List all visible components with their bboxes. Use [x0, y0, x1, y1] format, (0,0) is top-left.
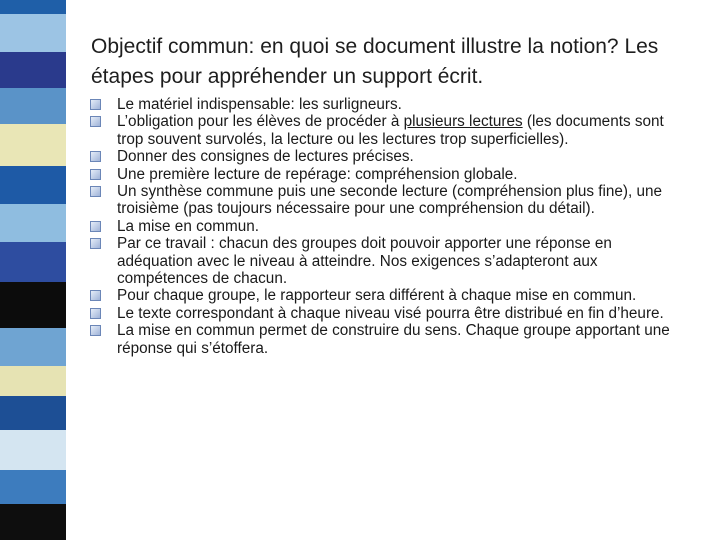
bullet-item — [90, 113, 690, 148]
square-bullet-icon — [90, 99, 101, 110]
square-bullet-icon — [90, 325, 101, 336]
bullet-item — [90, 305, 690, 322]
bullet-text: Le texte correspondant à chaque niveau visé pourra être distribué en fin d’heure. — [117, 304, 664, 322]
slide-title: Objectif commun: en quoi se document illustre la notion? Les étapes pour appréhender un support écrit. — [91, 35, 659, 88]
bullet-item — [90, 96, 690, 113]
bullet-item — [90, 166, 690, 183]
square-bullet-icon — [90, 186, 101, 197]
bullet-list — [90, 96, 690, 357]
bullet-text: La mise en commun permet de construire du sens. Chaque groupe apportant une réponse qui s’étoffera. — [117, 322, 670, 357]
bullet-item — [90, 287, 690, 304]
square-bullet-icon — [90, 221, 101, 232]
bullet-item — [90, 148, 690, 165]
decorative-stripe — [0, 0, 66, 540]
square-bullet-icon — [90, 308, 101, 319]
bullet-text: La mise en commun. — [117, 217, 259, 235]
square-bullet-icon — [90, 290, 101, 301]
square-bullet-icon — [90, 238, 101, 249]
bullet-text: Donner des consignes de lectures précises. — [117, 148, 414, 166]
bullet-item — [90, 183, 690, 218]
bullet-text: Le matériel indispensable: les surligneurs. — [117, 96, 402, 113]
bullet-text-start: L’obligation pour les élèves de procéder à — [117, 113, 404, 131]
bullet-text: Par ce travail : chacun des groupes doit pouvoir apporter une réponse en adéquation avec le niveau à atteindre. Nos exigences s’adapteront aux compétences de chacun. — [117, 235, 612, 288]
bullet-text: Une première lecture de repérage: compréhension globale. — [117, 165, 518, 183]
bullet-item — [90, 322, 690, 357]
bullet-underlined-text: plusieurs lectures — [403, 113, 523, 131]
square-bullet-icon — [90, 151, 101, 162]
square-bullet-icon — [90, 116, 101, 127]
bullet-text: Un synthèse commune puis une seconde lecture (compréhension plus fine), une troisième (pas toujours nécessaire pour une compréhension du détail). — [117, 183, 663, 218]
bullet-item — [90, 235, 690, 287]
bullet-item — [90, 218, 690, 235]
bullet-text-end: (les documents sont trop souvent survolés, la lecture ou les lectures trop superficielles). — [117, 113, 664, 148]
square-bullet-icon — [90, 169, 101, 180]
bullet-text: Pour chaque groupe, le rapporteur sera différent à chaque mise en commun. — [117, 287, 637, 305]
